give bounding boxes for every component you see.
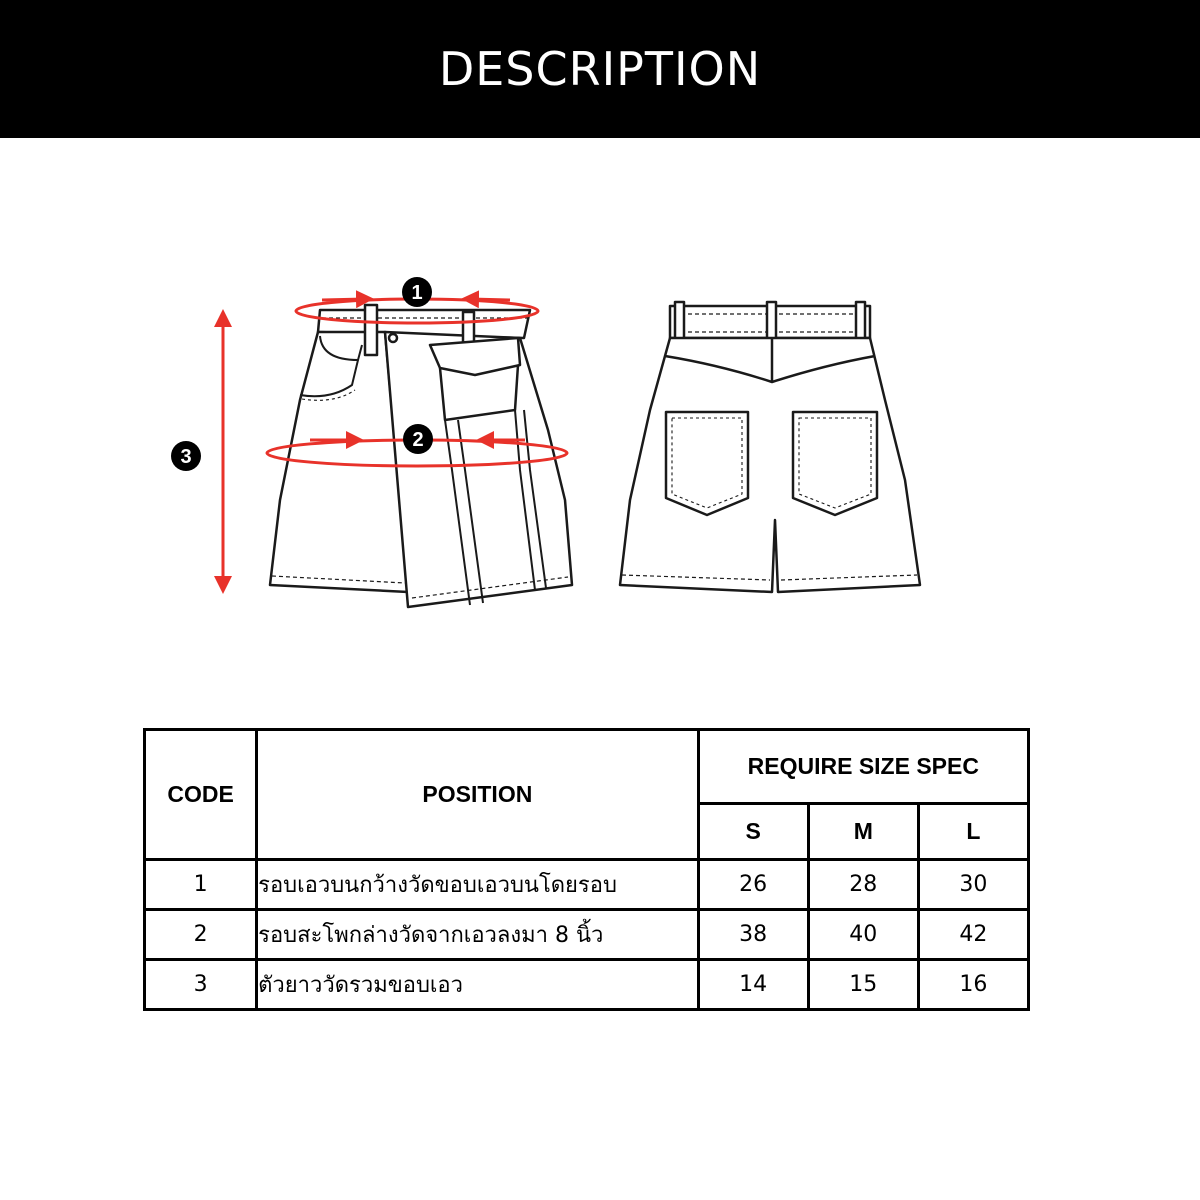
- front-view-drawing: [270, 305, 572, 607]
- size-l-cell: 30: [918, 860, 1028, 910]
- position-cell: รอบเอวบนกว้างวัดขอบเอวบนโดยรอบ: [257, 860, 698, 910]
- page-title: DESCRIPTION: [438, 42, 762, 96]
- size-spec-table: [143, 728, 1030, 1011]
- spec-header: REQUIRE SIZE SPEC: [698, 730, 1028, 804]
- size-m-header: M: [808, 804, 918, 860]
- marker-1-label: 1: [411, 282, 423, 304]
- position-cell: รอบสะโพกล่างวัดจากเอวลงมา 8 นิ้ว: [257, 910, 698, 960]
- size-m-cell: 28: [808, 860, 918, 910]
- code-cell: 3: [145, 960, 257, 1010]
- size-l-cell: 42: [918, 910, 1028, 960]
- table-row: [145, 860, 1029, 910]
- code-cell: 1: [145, 860, 257, 910]
- position-cell: ตัวยาววัดรวมขอบเอว: [257, 960, 698, 1010]
- size-s-cell: 38: [698, 910, 808, 960]
- size-l-cell: 16: [918, 960, 1028, 1010]
- table-row: [145, 910, 1029, 960]
- length-measurement-guide: [171, 318, 223, 585]
- code-header: CODE: [145, 730, 257, 860]
- size-l-header: L: [918, 804, 1028, 860]
- size-s-cell: 26: [698, 860, 808, 910]
- marker-2-label: 2: [412, 429, 424, 451]
- size-s-cell: 14: [698, 960, 808, 1010]
- size-m-cell: 40: [808, 910, 918, 960]
- code-cell: 2: [145, 910, 257, 960]
- back-view-drawing: [620, 302, 920, 592]
- marker-3-label: 3: [180, 446, 192, 468]
- table-row: [145, 960, 1029, 1010]
- size-s-header: S: [698, 804, 808, 860]
- header-bar: [0, 0, 1200, 138]
- size-m-cell: 15: [808, 960, 918, 1010]
- garment-illustration: [0, 260, 1200, 640]
- position-header: POSITION: [257, 730, 698, 860]
